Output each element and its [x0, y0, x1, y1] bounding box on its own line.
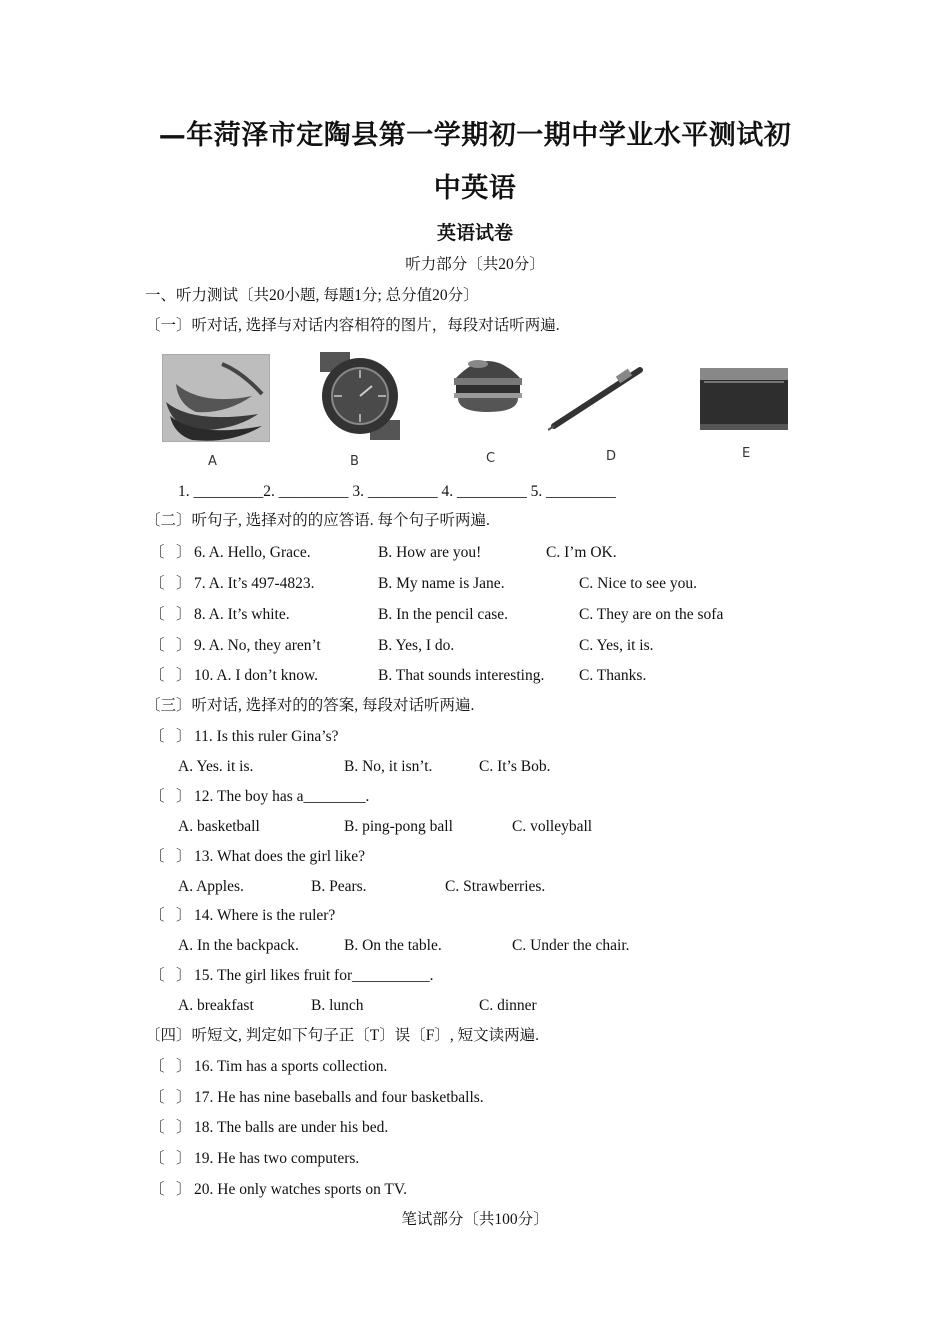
answer-paren-open: 〔	[149, 1150, 165, 1167]
answer-paren-close: 〕	[176, 637, 192, 654]
exam-subtitle: 英语试卷	[436, 222, 513, 244]
question-16-text: 16. Tim has a sports collection.	[194, 1058, 388, 1075]
option-c: C. Yes, it is.	[579, 637, 654, 654]
answer-paren-close: 〕	[176, 907, 192, 924]
answer-paren-open: 〔	[149, 788, 165, 805]
question-10-text: 10. A. I don’t know.	[194, 667, 318, 684]
answer-paren-close: 〕	[176, 575, 192, 592]
part3-title: 〔三〕听对话, 选择对的的答案, 每段对话听两遍.	[145, 697, 475, 714]
answer-paren-open: 〔	[149, 848, 165, 865]
question-7-text: 7. A. It’s 497-4823.	[194, 575, 315, 592]
option-b: B. That sounds interesting.	[378, 667, 545, 684]
option-a: A. basketball	[178, 818, 260, 835]
answer-paren-open: 〔	[149, 907, 165, 924]
picture-label-c: C	[486, 451, 496, 466]
answer-paren-close: 〕	[176, 1089, 192, 1106]
section1-title: 一、听力测试〔共20小题, 每题1分; 总分值20分〕	[145, 287, 479, 304]
option-c: C. Thanks.	[579, 667, 647, 684]
hamburger-icon	[452, 350, 524, 416]
question-17-text: 17. He has nine baseballs and four basketballs.	[194, 1089, 484, 1106]
answer-paren-close: 〕	[176, 728, 192, 745]
question-8-text: 8. A. It’s white.	[194, 606, 290, 623]
answer-paren-open: 〔	[149, 575, 165, 592]
answer-paren-open: 〔	[149, 1089, 165, 1106]
part4-title: 〔四〕听短文, 判定如下句子正〔T〕误〔F〕, 短文读两遍.	[145, 1027, 539, 1044]
answer-paren-close: 〕	[176, 967, 192, 984]
answer-paren-open: 〔	[149, 637, 165, 654]
option-c: C. volleyball	[512, 818, 593, 835]
option-b: B. My name is Jane.	[378, 575, 505, 592]
question-13-text: 13. What does the girl like?	[194, 848, 366, 865]
question-6-text: 6. A. Hello, Grace.	[194, 544, 311, 561]
option-b: B. Yes, I do.	[378, 637, 455, 654]
part1-answer-blanks: 1. _________2. _________ 3. _________ 4. _________ 5. _________	[178, 483, 616, 500]
option-a: A. breakfast	[178, 997, 254, 1014]
answer-paren-close: 〕	[176, 1058, 192, 1075]
answer-paren-open: 〔	[149, 606, 165, 623]
option-a: A. In the backpack.	[178, 937, 299, 954]
question-11-text: 11. Is this ruler Gina’s?	[194, 728, 339, 745]
option-b: B. No, it isn’t.	[344, 758, 433, 775]
exam-title-line1: —年菏泽市定陶县第一学期初一期中学业水平测试初	[158, 120, 792, 151]
listening-header: 听力部分〔共20分〕	[405, 256, 545, 273]
picture-row	[160, 350, 800, 470]
answer-paren-open: 〔	[149, 667, 165, 684]
option-a: A. Yes. it is.	[178, 758, 254, 775]
written-header: 笔试部分〔共100分〕	[401, 1211, 549, 1228]
answer-paren-close: 〕	[176, 848, 192, 865]
answer-paren-close: 〕	[176, 667, 192, 684]
option-b: B. lunch	[311, 997, 364, 1014]
question-19-text: 19. He has two computers.	[194, 1150, 360, 1167]
question-14-text: 14. Where is the ruler?	[194, 907, 336, 924]
pencil-case-icon	[698, 364, 790, 436]
part2-title: 〔二〕听句子, 选择对的的应答语. 每个句子听两遍.	[145, 512, 490, 529]
answer-paren-open: 〔	[149, 544, 165, 561]
picture-label-d: D	[606, 449, 617, 464]
pen-icon	[548, 362, 648, 432]
option-c: C. I’m OK.	[546, 544, 617, 561]
option-c: C. dinner	[479, 997, 537, 1014]
exam-title-line2: 中英语	[433, 173, 517, 204]
option-c: C. They are on the sofa	[579, 606, 724, 623]
option-b: B. On the table.	[344, 937, 442, 954]
picture-label-a: A	[208, 454, 217, 469]
answer-paren-close: 〕	[176, 1181, 192, 1198]
answer-paren-close: 〕	[176, 606, 192, 623]
option-a: A. Apples.	[178, 878, 244, 895]
banana-icon	[162, 354, 270, 442]
option-c: C. It’s Bob.	[479, 758, 551, 775]
option-b: B. In the pencil case.	[378, 606, 508, 623]
answer-paren-close: 〕	[176, 1150, 192, 1167]
answer-paren-open: 〔	[149, 728, 165, 745]
option-b: B. Pears.	[311, 878, 367, 895]
picture-label-e: E	[742, 446, 751, 461]
option-c: C. Under the chair.	[512, 937, 630, 954]
answer-paren-open: 〔	[149, 1181, 165, 1198]
question-12-text: 12. The boy has a________.	[194, 788, 370, 805]
option-c: C. Nice to see you.	[579, 575, 697, 592]
picture-label-b: B	[350, 454, 359, 469]
part1-title: 〔一〕听对话, 选择与对话内容相符的图片，每段对话听两遍.	[145, 317, 560, 334]
answer-paren-close: 〕	[176, 788, 192, 805]
option-b: B. ping-pong ball	[344, 818, 453, 835]
question-9-text: 9. A. No, they aren’t	[194, 637, 321, 654]
question-18-text: 18. The balls are under his bed.	[194, 1119, 389, 1136]
question-20-text: 20. He only watches sports on TV.	[194, 1181, 407, 1198]
answer-paren-open: 〔	[149, 1119, 165, 1136]
option-c: C. Strawberries.	[445, 878, 546, 895]
answer-paren-close: 〕	[176, 1119, 192, 1136]
watch-icon	[310, 350, 410, 442]
option-b: B. How are you!	[378, 544, 482, 561]
answer-paren-open: 〔	[149, 967, 165, 984]
answer-paren-open: 〔	[149, 1058, 165, 1075]
question-15-text: 15. The girl likes fruit for__________.	[194, 967, 434, 984]
answer-paren-close: 〕	[176, 544, 192, 561]
